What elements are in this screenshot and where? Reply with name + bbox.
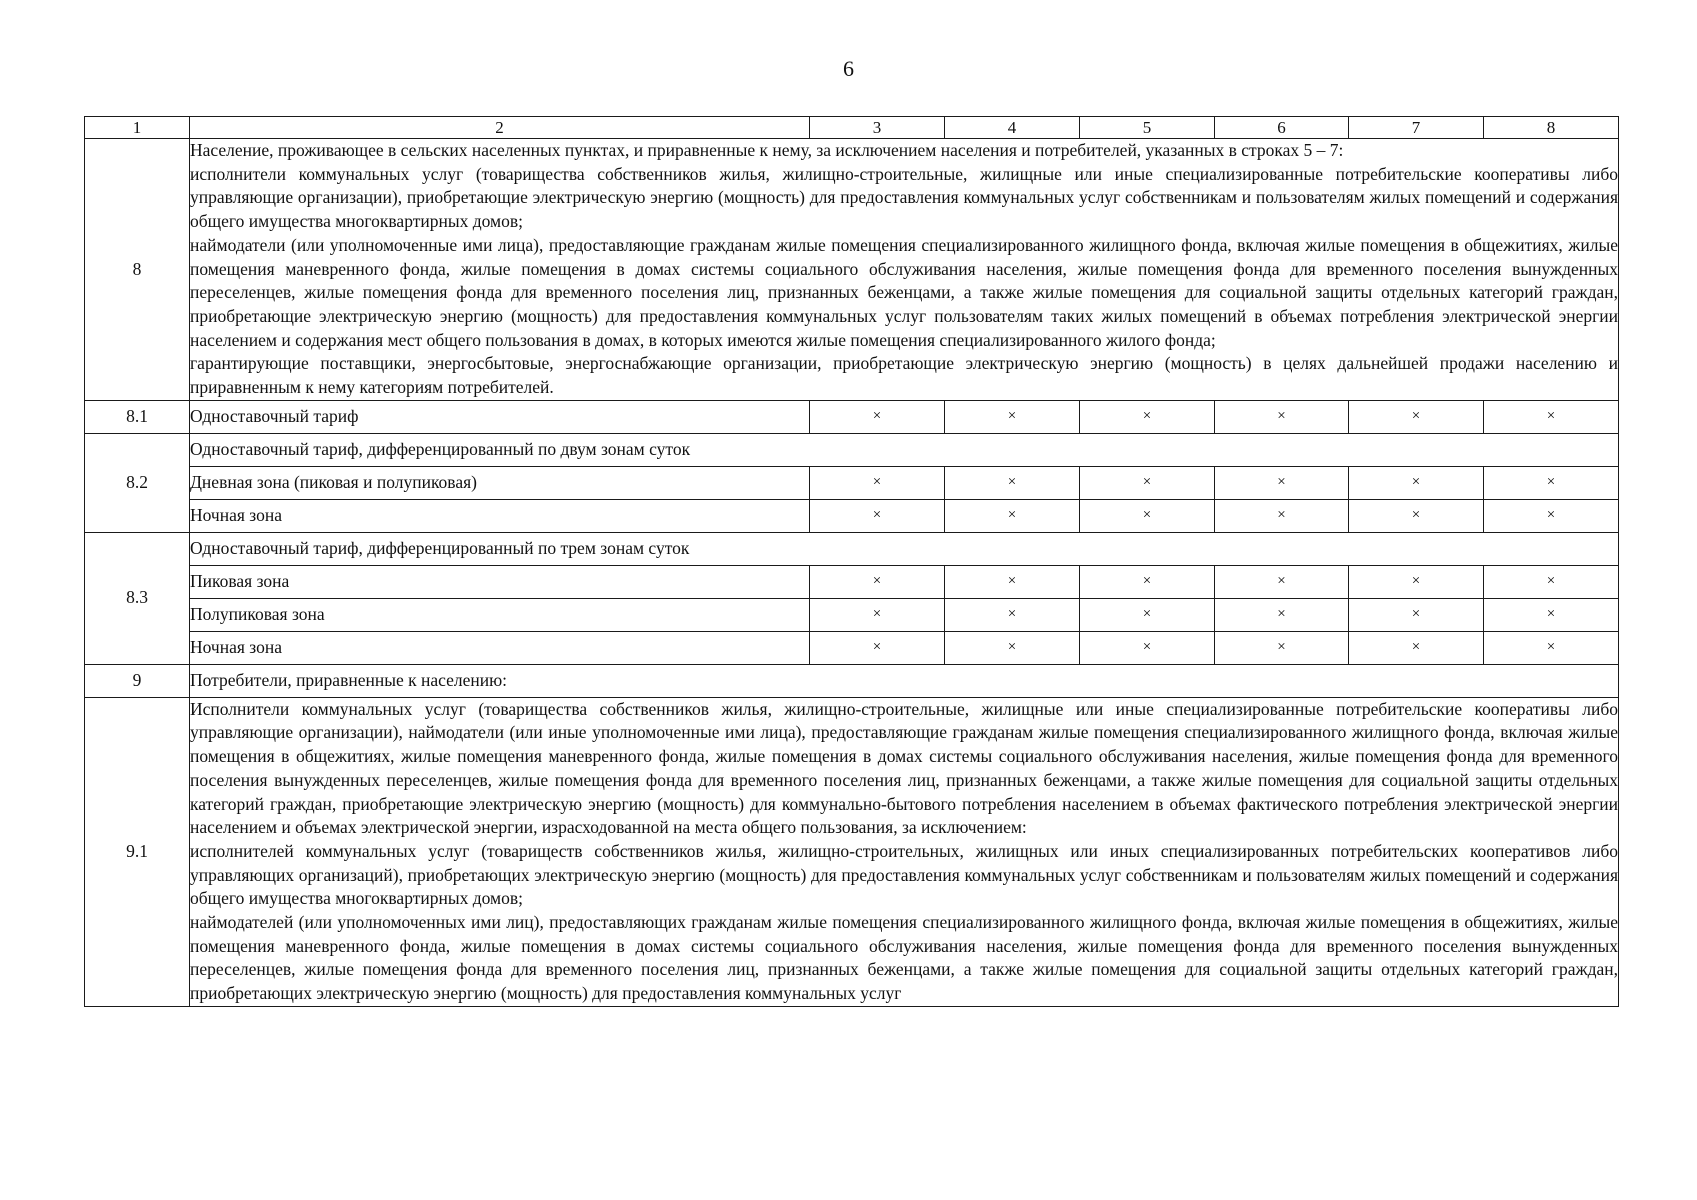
paragraph: исполнители коммунальных услуг (товарищества собственников жилья, жилищно-строительные, жилищные или иные специализированные потребительские кооперативы либо управляющие организации), приобретающие электрическую энергию (мощность) для предоставления коммунальных услуг собственникам и пользователям жилых помещений и содержания общего имущества многоквартирных домов; — [190, 163, 1618, 232]
cross-mark: × — [1080, 598, 1215, 631]
row-number: 9.1 — [85, 697, 190, 1006]
zone-label: Ночная зона — [190, 499, 810, 532]
tariff-group-title: Одноставочный тариф, дифференцированный по трем зонам суток — [190, 532, 1619, 565]
table-row-8-2-zone — [85, 499, 1619, 532]
paragraph: Исполнители коммунальных услуг (товарищества собственников жилья, жилищно-строительные, жилищные или иные специализированные потребительские кооперативы либо управляющие организации), наймодатели (или иные уполномоченные ими лица), предоставляющие гражданам жилые помещения специализированного жилищного фонда, включая жилые помещения в общежитиях, жилые помещения маневренного фонда, жилые помещения в домах системы социального обслуживания населения, жилые помещения фонда для временного поселения вынужденных переселенцев, жилые помещения фонда для временного поселения лиц, признанных беженцами, а также жилые помещения для социальной защиты отдельных категорий граждан, приобретающие электрическую энергию (мощность) для коммунально-бытового потребления населением в объемах фактического потребления электрической энергии населением и объемах электрической энергии, израсходованной на места общего пользования, за исключением: — [190, 698, 1618, 838]
row-8-description — [190, 139, 1619, 401]
table-row-8-3-title — [85, 532, 1619, 565]
zone-label: Полупиковая зона — [190, 598, 810, 631]
cross-mark: × — [945, 631, 1080, 664]
cross-mark: × — [945, 499, 1080, 532]
header-cell: 4 — [945, 117, 1080, 139]
cross-mark: × — [945, 400, 1080, 433]
header-cell: 2 — [190, 117, 810, 139]
zone-label: Пиковая зона — [190, 565, 810, 598]
cross-mark: × — [810, 499, 945, 532]
cross-mark: × — [1080, 400, 1215, 433]
cross-mark: × — [810, 400, 945, 433]
tariff-group-title: Одноставочный тариф, дифференцированный по двум зонам суток — [190, 433, 1619, 466]
cross-mark: × — [810, 598, 945, 631]
header-cell: 5 — [1080, 117, 1215, 139]
cross-mark: × — [1215, 631, 1349, 664]
cross-mark: × — [1484, 631, 1619, 664]
cross-mark: × — [1349, 400, 1484, 433]
header-cell: 7 — [1349, 117, 1484, 139]
cross-mark: × — [1484, 499, 1619, 532]
table-row-8-3-zone — [85, 565, 1619, 598]
paragraph: наймодателей (или уполномоченных ими лиц), предоставляющих гражданам жилые помещения специализированного жилищного фонда, включая жилые помещения в общежитиях, жилые помещения маневренного фонда, жилые помещения в домах системы социального обслуживания населения, жилые помещения фонда для временного поселения вынужденных переселенцев, жилые помещения фонда для временного поселения лиц, признанных беженцами, а также жилые помещения для социальной защиты отдельных категорий граждан, приобретающих электрическую энергию (мощность) для предоставления коммунальных услуг — [190, 912, 1618, 1004]
cross-mark: × — [810, 631, 945, 664]
table-row-8-1 — [85, 400, 1619, 433]
header-cell: 1 — [85, 117, 190, 139]
cross-mark: × — [1215, 466, 1349, 499]
cross-mark: × — [1484, 598, 1619, 631]
cross-mark: × — [1215, 565, 1349, 598]
header-cell: 3 — [810, 117, 945, 139]
cross-mark: × — [810, 565, 945, 598]
tariff-label: Одноставочный тариф — [190, 400, 810, 433]
table-row-9 — [85, 664, 1619, 697]
row-9-label: Потребители, приравненные к населению: — [190, 664, 1619, 697]
cross-mark: × — [945, 466, 1080, 499]
cross-mark: × — [1484, 400, 1619, 433]
cross-mark: × — [810, 466, 945, 499]
row-number: 8.2 — [85, 433, 190, 532]
zone-label: Дневная зона (пиковая и полупиковая) — [190, 466, 810, 499]
table-row-8-3-zone — [85, 598, 1619, 631]
cross-mark: × — [1080, 499, 1215, 532]
cross-mark: × — [1484, 466, 1619, 499]
table-row-8-2-zone — [85, 466, 1619, 499]
row-9-1-description — [190, 697, 1619, 1006]
header-cell: 8 — [1484, 117, 1619, 139]
cross-mark: × — [1484, 565, 1619, 598]
cross-mark: × — [1349, 631, 1484, 664]
cross-mark: × — [1080, 466, 1215, 499]
table-row-8 — [85, 139, 1619, 401]
row-number: 8 — [85, 139, 190, 401]
cross-mark: × — [1349, 565, 1484, 598]
paragraph: гарантирующие поставщики, энергосбытовые, энергоснабжающие организации, приобретающие электрическую энергию (мощность) в целях дальнейшей продажи населению и приравненным к нему категориям потребителей. — [190, 353, 1618, 398]
table-row-8-2-title — [85, 433, 1619, 466]
row-number: 8.3 — [85, 532, 190, 664]
zone-label: Ночная зона — [190, 631, 810, 664]
row-number: 9 — [85, 664, 190, 697]
tariff-table — [84, 116, 1619, 1007]
table-row-8-3-zone — [85, 631, 1619, 664]
cross-mark: × — [1349, 466, 1484, 499]
cross-mark: × — [1080, 565, 1215, 598]
table-row-9-1 — [85, 697, 1619, 1006]
cross-mark: × — [1349, 598, 1484, 631]
cross-mark: × — [945, 565, 1080, 598]
row-number: 8.1 — [85, 400, 190, 433]
cross-mark: × — [1349, 499, 1484, 532]
cross-mark: × — [1215, 598, 1349, 631]
paragraph: наймодатели (или уполномоченные ими лица), предоставляющие гражданам жилые помещения специализированного жилищного фонда, включая жилые помещения в общежитиях, жилые помещения маневренного фонда, жилые помещения в домах системы социального обслуживания населения, жилые помещения фонда для временного поселения вынужденных переселенцев, жилые помещения фонда для временного поселения лиц, признанных беженцами, а также жилые помещения для социальной защиты отдельных категорий граждан, приобретающие электрическую энергию (мощность) для предоставления коммунальных услуг пользователям таких жилых помещений в объемах потребления электрической энергии населением и содержания мест общего пользования в домах, в которых имеются жилые помещения специализированного жилого фонда; — [190, 234, 1618, 350]
cross-mark: × — [945, 598, 1080, 631]
paragraph: Население, проживающее в сельских населенных пунктах, и приравненные к нему, за исключением населения и потребителей, указанных в строках 5 – 7: — [190, 140, 1344, 160]
paragraph: исполнителей коммунальных услуг (товариществ собственников жилья, жилищно-строительных, жилищных или иных специализированных потребительских кооперативов либо управляющих организаций), приобретающих электрическую энергию (мощность) для предоставления коммунальных услуг собственникам и пользователям жилых помещений и содержания общего имущества многоквартирных домов; — [190, 840, 1618, 909]
header-cell: 6 — [1215, 117, 1349, 139]
cross-mark: × — [1080, 631, 1215, 664]
header-row — [85, 117, 1619, 139]
cross-mark: × — [1215, 400, 1349, 433]
cross-mark: × — [1215, 499, 1349, 532]
page-number: 6 — [843, 56, 854, 81]
